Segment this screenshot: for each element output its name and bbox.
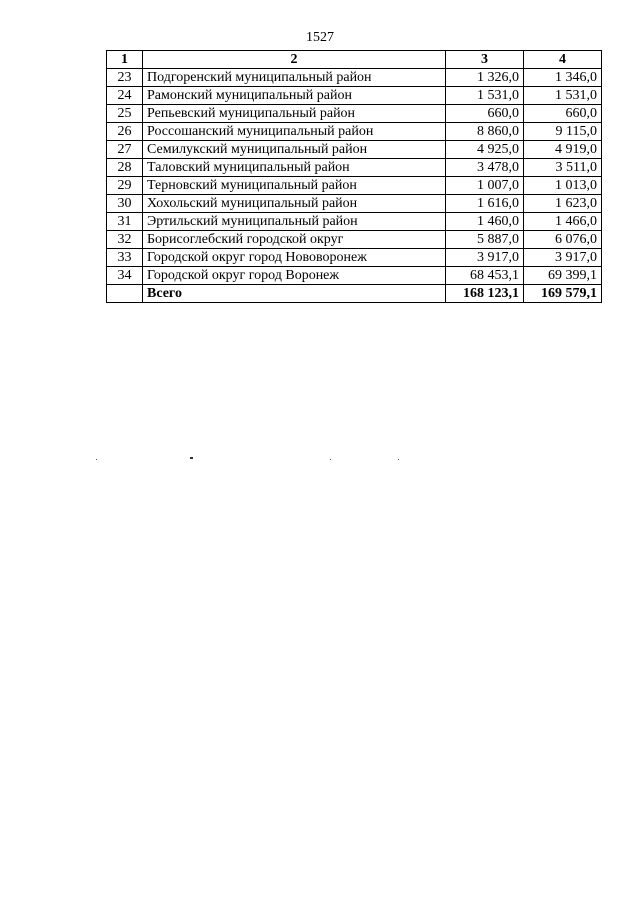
row-number: 24 [107, 87, 143, 105]
header-col-1: 1 [107, 51, 143, 69]
budget-table [106, 50, 602, 303]
table-row [107, 87, 602, 105]
header-col-2: 2 [143, 51, 446, 69]
row-number: 31 [107, 213, 143, 231]
row-value-col3: 5 887,0 [446, 231, 524, 249]
row-value-col4: 3 511,0 [524, 159, 602, 177]
row-number: 34 [107, 267, 143, 285]
row-value-col4: 1 466,0 [524, 213, 602, 231]
row-value-col3: 3 917,0 [446, 249, 524, 267]
table-row [107, 123, 602, 141]
row-number: 27 [107, 141, 143, 159]
row-name: Городской округ город Воронеж [143, 267, 446, 285]
row-value-col3: 8 860,0 [446, 123, 524, 141]
row-value-col3: 1 616,0 [446, 195, 524, 213]
total-label: Всего [143, 285, 446, 303]
row-name: Семилукский муниципальный район [143, 141, 446, 159]
row-value-col3: 4 925,0 [446, 141, 524, 159]
table-row [107, 195, 602, 213]
row-number: 23 [107, 69, 143, 87]
table-row [107, 141, 602, 159]
row-value-col4: 1 346,0 [524, 69, 602, 87]
total-row [107, 285, 602, 303]
row-number: 26 [107, 123, 143, 141]
header-col-3: 3 [446, 51, 524, 69]
table-row [107, 177, 602, 195]
scan-speck [96, 459, 97, 460]
row-value-col4: 69 399,1 [524, 267, 602, 285]
row-value-col4: 3 917,0 [524, 249, 602, 267]
table-row [107, 69, 602, 87]
scan-speck [330, 459, 331, 460]
header-col-4: 4 [524, 51, 602, 69]
row-value-col4: 660,0 [524, 105, 602, 123]
row-name: Борисоглебский городской округ [143, 231, 446, 249]
row-number: 32 [107, 231, 143, 249]
table-row [107, 249, 602, 267]
row-number: 33 [107, 249, 143, 267]
row-name: Хохольский муниципальный район [143, 195, 446, 213]
table-row [107, 105, 602, 123]
row-number: 29 [107, 177, 143, 195]
row-value-col3: 1 326,0 [446, 69, 524, 87]
row-value-col3: 3 478,0 [446, 159, 524, 177]
row-name: Таловский муниципальный район [143, 159, 446, 177]
scan-speck [398, 459, 399, 460]
row-name: Подгоренский муниципальный район [143, 69, 446, 87]
row-value-col3: 1 007,0 [446, 177, 524, 195]
row-value-col4: 4 919,0 [524, 141, 602, 159]
table-row [107, 231, 602, 249]
row-value-col4: 1 531,0 [524, 87, 602, 105]
page-number: 1527 [306, 30, 334, 45]
row-value-col4: 9 115,0 [524, 123, 602, 141]
row-value-col3: 1 460,0 [446, 213, 524, 231]
table-header-row [107, 51, 602, 69]
total-value-col3: 168 123,1 [446, 285, 524, 303]
table-row [107, 213, 602, 231]
total-value-col4: 169 579,1 [524, 285, 602, 303]
row-value-col4: 1 013,0 [524, 177, 602, 195]
row-value-col4: 1 623,0 [524, 195, 602, 213]
row-value-col4: 6 076,0 [524, 231, 602, 249]
row-name: Эртильский муниципальный район [143, 213, 446, 231]
row-name: Россошанский муниципальный район [143, 123, 446, 141]
table-row [107, 267, 602, 285]
row-value-col3: 1 531,0 [446, 87, 524, 105]
row-number: 28 [107, 159, 143, 177]
row-name: Терновский муниципальный район [143, 177, 446, 195]
row-name: Городской округ город Нововоронеж [143, 249, 446, 267]
scan-speck [190, 457, 193, 459]
row-value-col3: 660,0 [446, 105, 524, 123]
row-number: 25 [107, 105, 143, 123]
table-row [107, 159, 602, 177]
row-value-col3: 68 453,1 [446, 267, 524, 285]
row-name: Рамонский муниципальный район [143, 87, 446, 105]
total-number [107, 285, 143, 303]
row-number: 30 [107, 195, 143, 213]
row-name: Репьевский муниципальный район [143, 105, 446, 123]
